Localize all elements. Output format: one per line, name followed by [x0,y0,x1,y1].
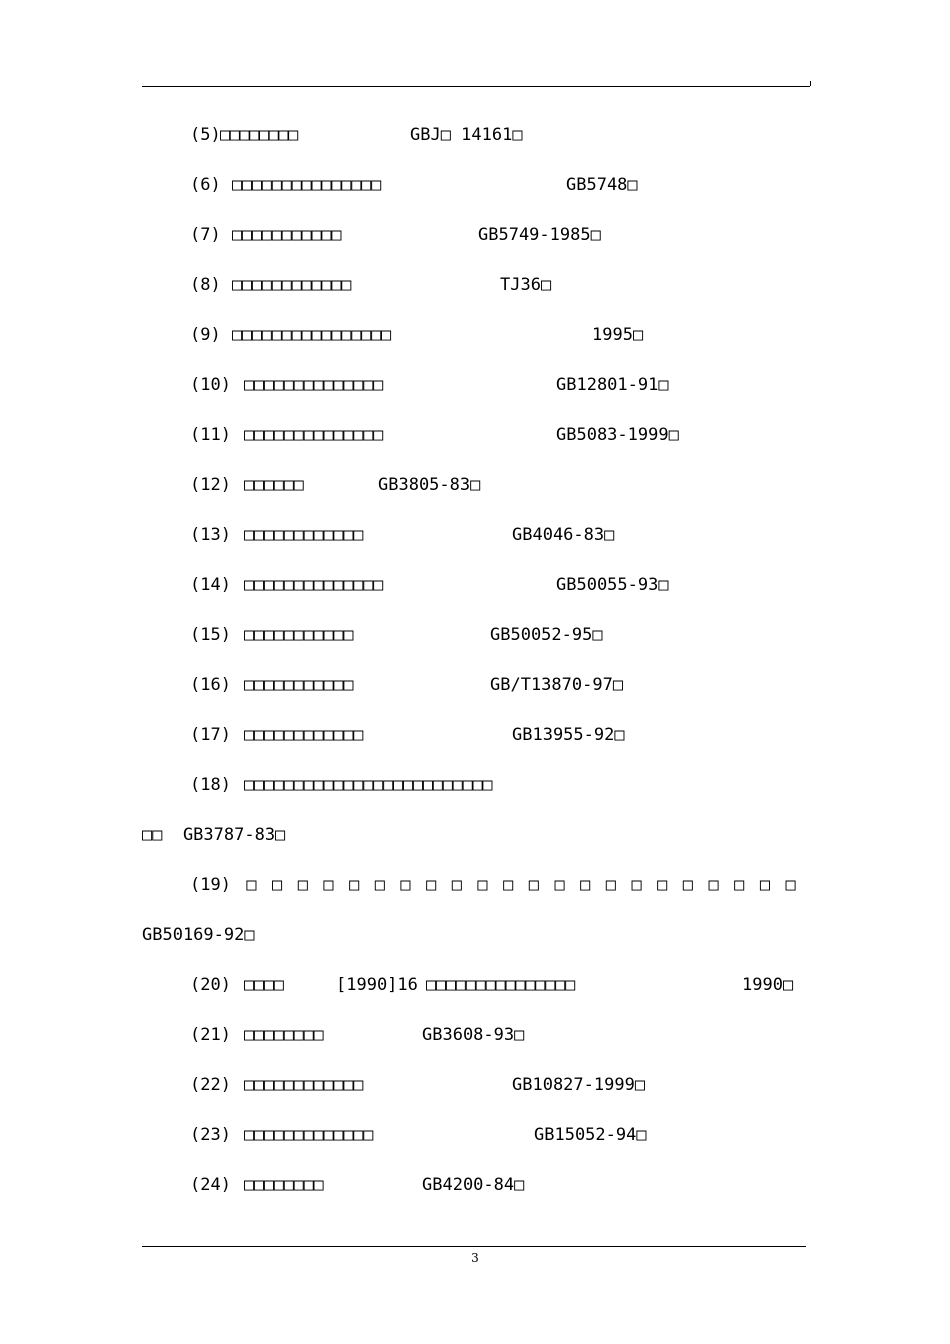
item-number: (19) [190,875,231,895]
item-title: □□□□ [244,975,284,995]
item-title: □□□□□□□□□□□ [232,225,342,245]
item-continuation: □□ GB3787-83□ [142,825,286,845]
item-number: (7) [190,225,221,245]
item-title-char: □ [451,875,462,895]
item-title: □□□□□□ [244,475,304,495]
item-number: (11) [190,425,231,445]
item-title-char: □ [426,875,437,895]
item-title-char: □ [374,875,385,895]
item-number: (22) [190,1075,231,1095]
item-title: □□□□□□□□ [220,125,298,145]
item-title-char: □ [323,875,334,895]
item-code: 1990□ [742,975,794,995]
item-title: □□□□□□□□□□□ [244,675,354,695]
item-title: □□□□□□□□□□□□ [244,725,364,745]
item-title: □□□□□□□□□□□□□□ [244,375,384,395]
item-title-char: □ [734,875,745,895]
item-title: □□□□□□□□□□□□□□□ [232,175,382,195]
item-title-char: □ [503,875,514,895]
item-code: GBJ□ 14161□ [410,125,523,145]
item-title: □□□□□□□□ [244,1025,324,1045]
item-title-char: □ [554,875,565,895]
header-rule [142,86,810,87]
item-title-char: □ [400,875,411,895]
item-code: GB/T13870-97□ [490,675,624,695]
item-number: (12) [190,475,231,495]
item-number: (24) [190,1175,231,1195]
item-code: GB3805-83□ [378,475,481,495]
item-title-char: □ [759,875,771,895]
item-number: (16) [190,675,231,695]
page-number: 3 [471,1251,479,1265]
item-title: □□□□□□□□□□□□ [244,525,364,545]
item-title: □□□□□□□□□□□□□□□□ [232,325,391,345]
item-number: (23) [190,1125,231,1145]
item-code: GB4200-84□ [422,1175,525,1195]
item-code: 1995□ [592,325,644,345]
item-title-char: □ [631,875,642,895]
item-code: GB3608-93□ [422,1025,525,1045]
item-title: □□□□□□□□ [244,1175,324,1195]
item-code: GB10827-1999□ [512,1075,646,1095]
item-title: □□□□□□□□□□□ [244,625,354,645]
item-title-char: □ [297,875,308,895]
item-title: □□□□□□□□□□□□□ [244,1125,374,1145]
item-title-char: □ [580,875,591,895]
item-title-char: □ [708,875,719,895]
list-item [190,1174,525,1262]
item-number: (15) [190,625,231,645]
item-number: (17) [190,725,231,745]
item-code: GB12801-91□ [556,375,669,395]
item-code: GB15052-94□ [534,1125,647,1145]
item-code: GB4046-83□ [512,525,615,545]
item-code: TJ36□ [500,275,552,295]
item-code: GB13955-92□ [512,725,625,745]
item-title-char: □ [785,875,796,895]
item-title-char: □ [682,875,694,895]
item-title-char: □ [528,875,540,895]
item-title-char: □ [349,875,360,895]
item-code: GB5083-1999□ [556,425,679,445]
item-number: (13) [190,525,231,545]
item-number: (8) [190,275,221,295]
item-number: (18) [190,775,231,795]
item-title: □□□□□□□□□□□□□□ [244,575,384,595]
item-number: (6) [190,175,221,195]
item-number: (21) [190,1025,231,1045]
item-number: (20) [190,975,231,995]
item-number: (14) [190,575,231,595]
item-title-char: □ [605,875,617,895]
item-code: [1990]16 [336,975,418,995]
item-title: □□□□□□□□□□□□□□□ [426,975,576,995]
item-title: □□□□□□□□□□□□ [232,275,352,295]
footer-rule [142,1246,806,1247]
item-continuation: GB50169-92□ [142,925,255,945]
item-title-char: □ [477,875,488,895]
item-number: (5) [190,125,221,145]
list-item [190,874,796,896]
item-title: □□□□□□□□□□□□□□□□□□□□□□□□□ [244,775,493,795]
item-code: GB50052-95□ [490,625,603,645]
item-title: □□□□□□□□□□□□□□ [244,425,384,445]
item-code: GB5749-1985□ [478,225,601,245]
item-code: GB5748□ [566,175,638,195]
item-title: □□□□□□□□□□□□ [244,1075,364,1095]
item-title-char: □ [272,875,283,895]
item-number: (9) [190,325,221,345]
item-code: GB50055-93□ [556,575,669,595]
item-title-char: □ [246,875,257,895]
item-number: (10) [190,375,231,395]
item-title-char: □ [657,875,668,895]
